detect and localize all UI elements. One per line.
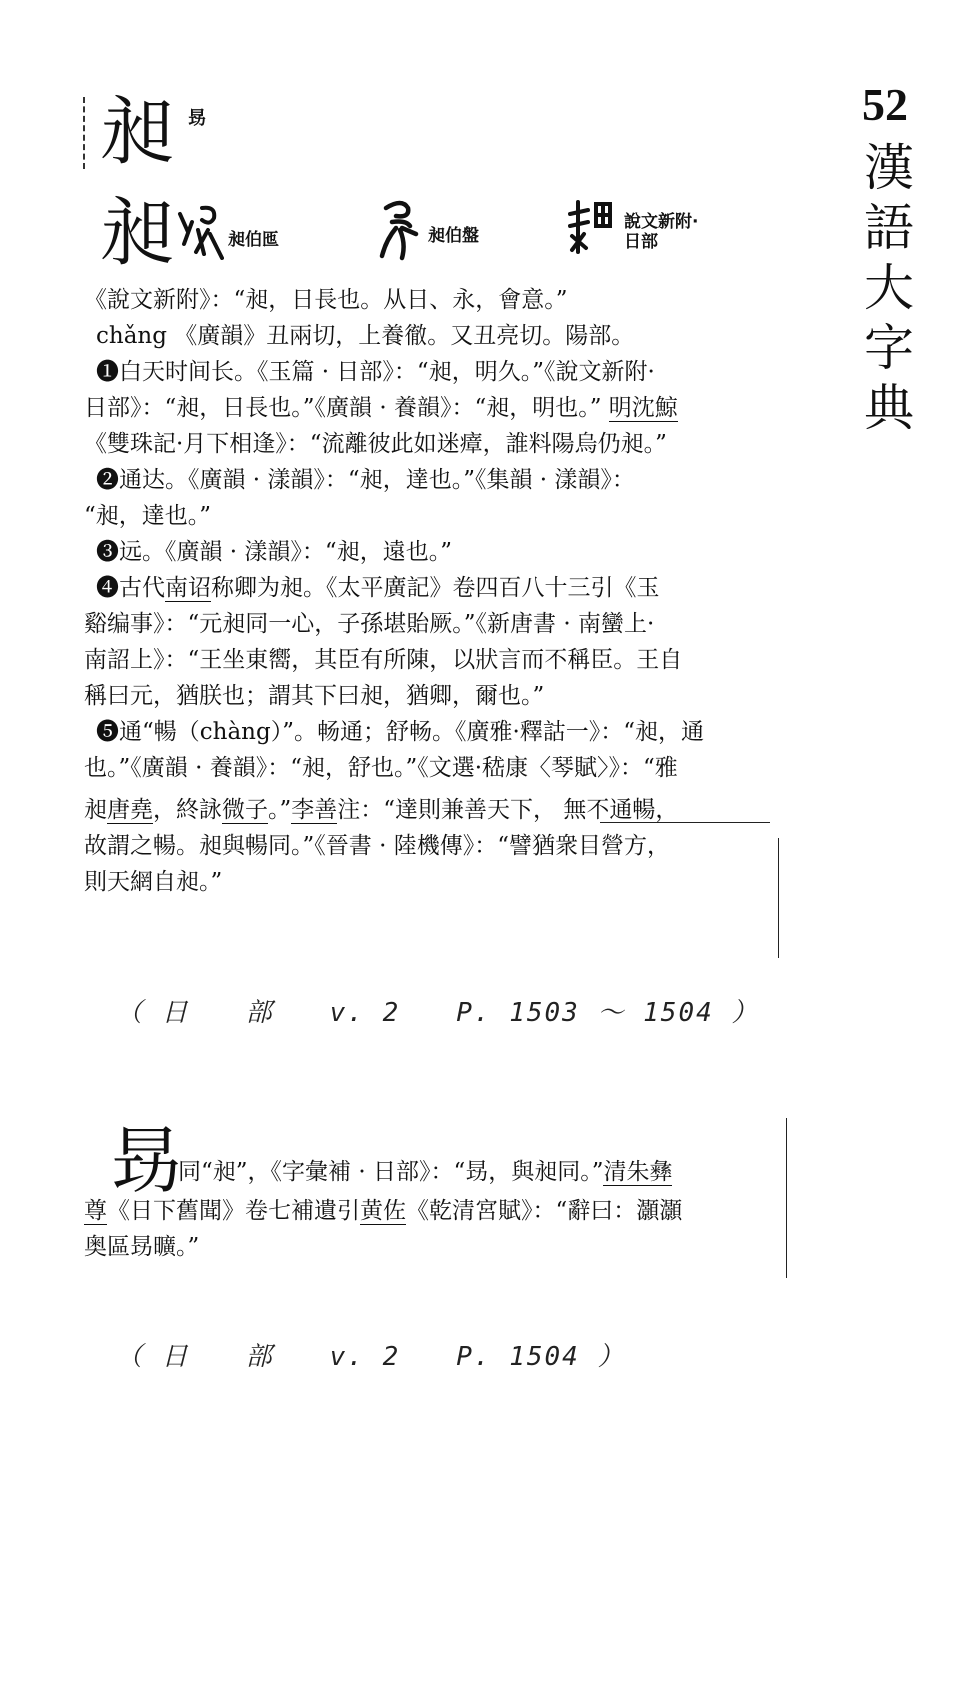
entry-text: ，終詠 — [153, 797, 222, 823]
entry-text: 《乾清宮賦》：“辭曰：灝灝 — [406, 1198, 683, 1224]
book-title-char: 大 — [864, 259, 914, 317]
bronze-script-glyph-1-icon — [172, 200, 224, 260]
entry1-head-char: 昶 — [100, 89, 174, 175]
entry-line: 南詔上》：“王坐東嚮，其臣有所陳，以狀言而不稱臣。王自 — [84, 647, 683, 673]
person-name: 唐堯 — [107, 797, 153, 823]
person-name: 李善 — [291, 797, 338, 823]
entry-line: 則天網自昶。” — [84, 869, 223, 895]
person-name: 微子 — [222, 797, 268, 823]
entry-text: 。” — [268, 797, 292, 823]
entry-text: 注：“達則兼善天下， 無不通暢， — [337, 797, 679, 823]
entry-line: 《雙珠記·月下相逢》：“流離彼此如迷瘴，誰料陽烏仍昶。” — [84, 431, 667, 457]
page-number: 52 — [862, 79, 908, 130]
margin-tick-mark — [83, 97, 85, 169]
entry-line: “昶，達也。” — [84, 503, 212, 529]
entry2-body — [84, 1193, 844, 1265]
clipping-edge-line — [600, 822, 770, 823]
book-title-char: 語 — [864, 199, 914, 257]
person-name: 黄佐 — [360, 1198, 406, 1224]
entry-line: chǎng 《廣韻》丑兩切，上養徹。又丑亮切。陽部。 — [96, 323, 635, 349]
entry-line: 《說文新附》：“昶，日長也。从日、永，會意。” — [84, 287, 568, 313]
entry-text: 《日下舊聞》卷七補遺引 — [107, 1198, 360, 1224]
entry-line — [84, 1193, 844, 1229]
form-caption-line: 日部 — [624, 232, 658, 252]
handwritten-reference-note: （ 日 部 v. 2 P. 1504 ） — [116, 1342, 626, 1372]
form-caption-line: 說文新附· — [624, 212, 699, 232]
book-title-vertical — [858, 138, 920, 438]
entry-line: 奥區昮曠。” — [84, 1234, 200, 1260]
entry-line: 故謂之暢。昶與暢同。”《晉書 · 陸機傳》：“譬猶衆目營方， — [84, 833, 670, 859]
entry-line: ❺通“暢（chàng）”。畅通；舒畅。《廣雅·釋詁一》：“昶，通 — [96, 719, 705, 745]
entry1-body — [84, 282, 844, 900]
entry-line: ❷通达。《廣韻 · 漾韻》：“昶，達也。”《集韻 · 漾韻》： — [96, 467, 635, 493]
entry-line: 稱曰元，猶朕也；謂其下曰昶，猶卿，爾也。” — [84, 683, 545, 709]
bronze-script-glyph-2-icon — [372, 198, 422, 262]
form-caption: 昶伯匜 — [228, 230, 279, 250]
form-caption: 昶伯盤 — [428, 226, 479, 246]
entry-line: ❸远。《廣韻 · 漾韻》：“昶，遠也。” — [96, 539, 452, 565]
entry-text: ❹古代 — [96, 575, 165, 601]
entry-text: 日部》：“昶，日長也。”《廣韻 · 養韻》：“昶，明也。” — [84, 395, 602, 421]
book-title-char: 字 — [864, 319, 914, 377]
book-title-char: 典 — [864, 379, 914, 437]
person-name: 尊 — [84, 1198, 107, 1224]
entry2-head-char: 昮 — [110, 1119, 183, 1203]
entry-text: 同“昶”，《字彙補 · 日部》：“昮，與昶同。” — [178, 1159, 604, 1185]
form-caption — [624, 212, 698, 252]
clipping-edge-line — [778, 838, 779, 958]
entry-line — [84, 570, 844, 606]
seal-script-glyph-icon — [566, 196, 616, 256]
entry-line: 也。”《廣韻 · 養韻》：“昶，舒也。”《文選·嵇康〈琴賦〉》：“雅 — [84, 755, 678, 781]
entry2-line-1 — [178, 1154, 788, 1190]
handwritten-reference-note: （ 日 部 v. 2 P. 1503 ～ 1504 ） — [116, 998, 760, 1028]
entry1-variant-char: 昮 — [188, 108, 206, 129]
entry-line: ❶白天时间长。《玉篇 · 日部》：“昶，明久。”《說文新附· — [96, 359, 655, 385]
dynasty-name: 清 — [603, 1159, 627, 1185]
entry1-head-char-2: 昶 — [100, 190, 174, 276]
place-name: 南诏 — [165, 575, 211, 601]
author-name: 明沈鯨 — [608, 395, 678, 421]
entry-line — [84, 390, 844, 426]
book-title-char: 漢 — [864, 139, 914, 197]
entry-text: 称卿为昶。《太平廣記》卷四百八十三引《玉 — [211, 575, 660, 601]
entry-line: 谿编事》：“元昶同一心，子孫堪貽厥。”《新唐書 · 南蠻上· — [84, 611, 655, 637]
person-name: 朱彝 — [626, 1159, 673, 1185]
entry-text: 昶 — [84, 797, 107, 823]
